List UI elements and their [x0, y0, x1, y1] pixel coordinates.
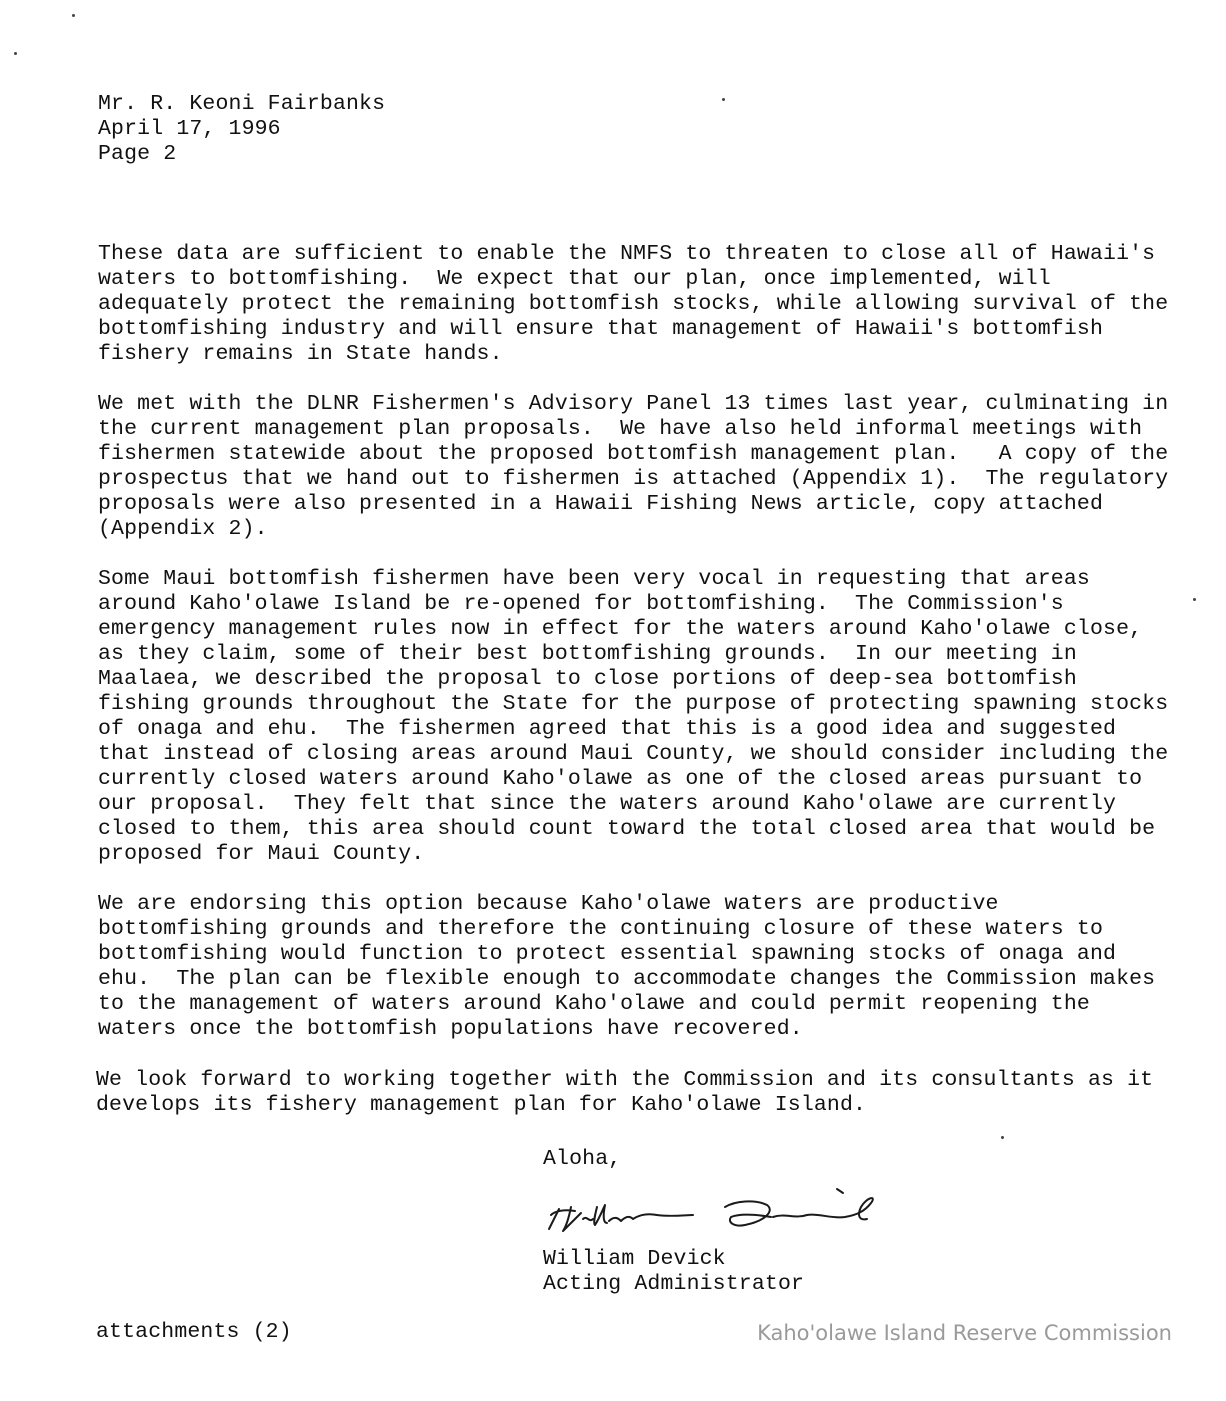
body-line: We met with the DLNR Fishermen's Advisory Panel 13 times last year, culminating in — [98, 392, 1169, 416]
body-line: fishing grounds throughout the State for the purpose of protecting spawning stocks — [98, 692, 1169, 716]
body-line: prospectus that we hand out to fishermen is attached (Appendix 1). The regulatory — [98, 467, 1169, 491]
body-line: We are endorsing this option because Kaho'olawe waters are productive — [98, 892, 999, 916]
body-line: as they claim, some of their best bottomfishing grounds. In our meeting in — [98, 642, 1077, 666]
body-line: to the management of waters around Kaho'olawe and could permit reopening the — [98, 992, 1090, 1016]
body-line: These data are sufficient to enable the NMFS to threaten to close all of Hawaii's — [98, 242, 1156, 266]
body-line: of onaga and ehu. The fishermen agreed that this is a good idea and suggested — [98, 717, 1117, 741]
body-line: proposed for Maui County. — [98, 842, 425, 866]
body-line: currently closed waters around Kaho'olawe as one of the closed areas pursuant to — [98, 767, 1143, 791]
scan-speck — [72, 14, 75, 17]
body-line: bottomfishing grounds and therefore the continuing closure of these waters to — [98, 917, 1104, 941]
body-line: our proposal. They felt that since the waters around Kaho'olawe are currently — [98, 792, 1117, 816]
body-line: waters once the bottomfish populations have recovered. — [98, 1017, 803, 1041]
body-line: that instead of closing areas around Maui County, we should consider including the — [98, 742, 1169, 766]
body-line: (Appendix 2). — [98, 517, 268, 541]
scan-speck — [1193, 598, 1196, 601]
body-line: fishermen statewide about the proposed bottomfish management plan. A copy of the — [98, 442, 1169, 466]
body-line: ehu. The plan can be flexible enough to accommodate changes the Commission makes — [98, 967, 1156, 991]
body-line: the current management plan proposals. We have also held informal meetings with — [98, 417, 1143, 441]
body-line: adequately protect the remaining bottomfish stocks, while allowing survival of the — [98, 292, 1169, 316]
body-line: Maalaea, we described the proposal to close portions of deep-sea bottomfish — [98, 667, 1077, 691]
body-line: closed to them, this area should count toward the total closed area that would be — [98, 817, 1156, 841]
body-line: emergency management rules now in effect for the waters around Kaho'olawe close, — [98, 617, 1143, 641]
page-number-line: Page 2 — [98, 142, 177, 166]
date-line: April 17, 1996 — [98, 117, 281, 141]
body-line: proposals were also presented in a Hawaii Fishing News article, copy attached — [98, 492, 1104, 516]
body-line: Some Maui bottomfish fishermen have been very vocal in requesting that areas — [98, 567, 1090, 591]
body-line: bottomfishing industry and will ensure that management of Hawaii's bottomfish — [98, 317, 1104, 341]
body-line: develops its fishery management plan for Kaho'olawe Island. — [96, 1093, 867, 1117]
body-line: around Kaho'olawe Island be re-opened for bottomfishing. The Commission's — [98, 592, 1064, 616]
handwritten-signature — [545, 1185, 890, 1240]
scan-speck — [14, 52, 17, 55]
attachments-note: attachments (2) — [96, 1320, 292, 1344]
signer-title: Acting Administrator — [543, 1272, 805, 1296]
salutation: Aloha, — [543, 1147, 622, 1171]
body-line: We look forward to working together with the Commission and its consultants as it — [96, 1068, 1154, 1092]
body-line: fishery remains in State hands. — [98, 342, 503, 366]
recipient-line: Mr. R. Keoni Fairbanks — [98, 92, 386, 116]
signer-name: William Devick — [543, 1247, 726, 1271]
body-line: bottomfishing would function to protect essential spawning stocks of onaga and — [98, 942, 1117, 966]
watermark-text: Kaho'olawe Island Reserve Commission — [757, 1321, 1172, 1345]
scan-speck — [1001, 1136, 1004, 1139]
body-line: waters to bottomfishing. We expect that our plan, once implemented, will — [98, 267, 1051, 291]
scan-speck — [722, 98, 725, 101]
